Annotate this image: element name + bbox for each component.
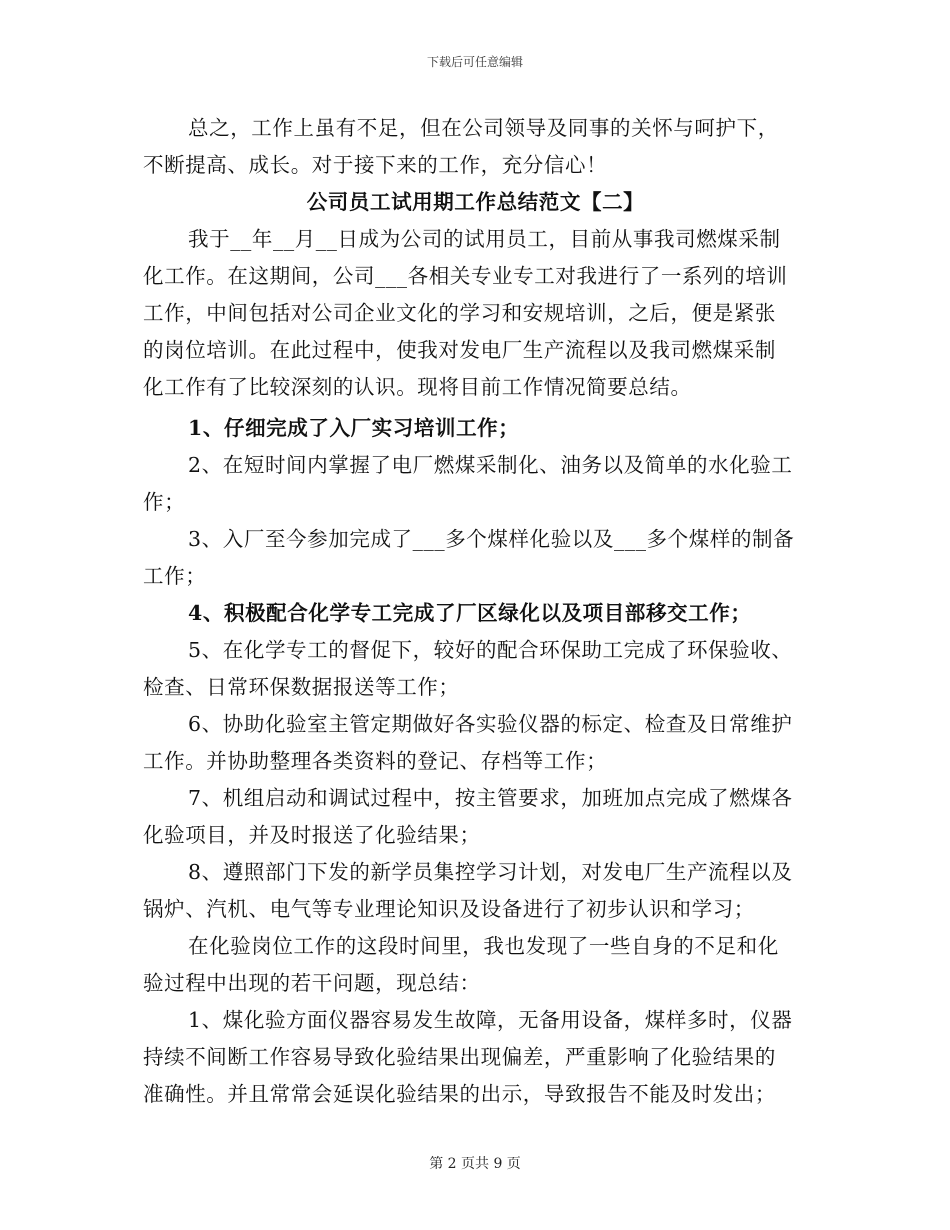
list-item-bold: 4、积极配合化学专工完成了厂区绿化以及项目部移交工作； <box>188 601 752 625</box>
page-footer: 第 2 页共 9 页 <box>429 1156 521 1172</box>
list-item-continuation: 检查、日常环保数据报送等工作； <box>143 675 460 699</box>
list-item: 7、机组启动和调试过程中，按主管要求，加班加点完成了燃煤各 <box>188 786 793 810</box>
list-item: 3、入厂至今参加完成了___多个煤样化验以及___多个煤样的制备 <box>188 527 795 551</box>
list-item: 2、在短时间内掌握了电厂燃煤采制化、油务以及简单的水化验工 <box>188 453 793 477</box>
list-item: 1、煤化验方面仪器容易发生故障，无备用设备，煤样多时，仪器 <box>188 1008 793 1032</box>
list-item-continuation: 工作。并协助整理各类资料的登记、存档等工作； <box>143 749 608 773</box>
list-item-continuation: 化验项目，并及时报送了化验结果； <box>143 823 481 847</box>
list-item-bold: 1、仔细完成了入厂实习培训工作； <box>188 416 520 440</box>
paragraph-line: 工作，中间包括对公司企业文化的学习和安规培训，之后，便是紧张 <box>143 301 776 325</box>
list-item-continuation: 锅炉、汽机、电气等专业理论知识及设备进行了初步认识和学习； <box>143 897 755 921</box>
list-item-continuation: 准确性。并且常常会延误化验结果的出示，导致报告不能及时发出； <box>143 1082 776 1106</box>
paragraph-line: 的岗位培训。在此过程中，使我对发电厂生产流程以及我司燃煤采制 <box>143 338 776 362</box>
section-heading: 公司员工试用期工作总结范文【二】 <box>306 190 645 214</box>
paragraph-line: 在化验岗位工作的这段时间里，我也发现了一些自身的不足和化 <box>188 934 779 958</box>
list-item: 6、协助化验室主管定期做好各实验仪器的标定、检查及日常维护 <box>188 712 793 736</box>
paragraph-line: 总之，工作上虽有不足，但在公司领导及同事的关怀与呵护下， <box>188 116 779 140</box>
list-item-continuation: 持续不间断工作容易导致化验结果出现偏差，严重影响了化验结果的 <box>143 1045 776 1069</box>
list-item-continuation: 作； <box>143 490 186 514</box>
list-item-continuation: 工作； <box>143 564 207 588</box>
paragraph-line: 验过程中出现的若干问题，现总结： <box>143 971 481 995</box>
list-item: 8、遵照部门下发的新学员集控学习计划，对发电厂生产流程以及 <box>188 860 793 884</box>
paragraph-line: 化工作。在这期间，公司___各相关专业专工对我进行了一系列的培训 <box>143 264 788 288</box>
page-header: 下载后可任意编辑 <box>426 55 523 69</box>
document-body <box>143 110 808 1113</box>
paragraph-line: 我于__年__月__日成为公司的试用员工，目前从事我司燃煤采制 <box>188 227 781 251</box>
list-item: 5、在化学专工的督促下，较好的配合环保助工完成了环保验收、 <box>188 638 793 662</box>
paragraph-line: 化工作有了比较深刻的认识。现将目前工作情况简要总结。 <box>143 375 692 399</box>
paragraph-line: 不断提高、成长。对于接下来的工作，充分信心！ <box>143 153 608 177</box>
